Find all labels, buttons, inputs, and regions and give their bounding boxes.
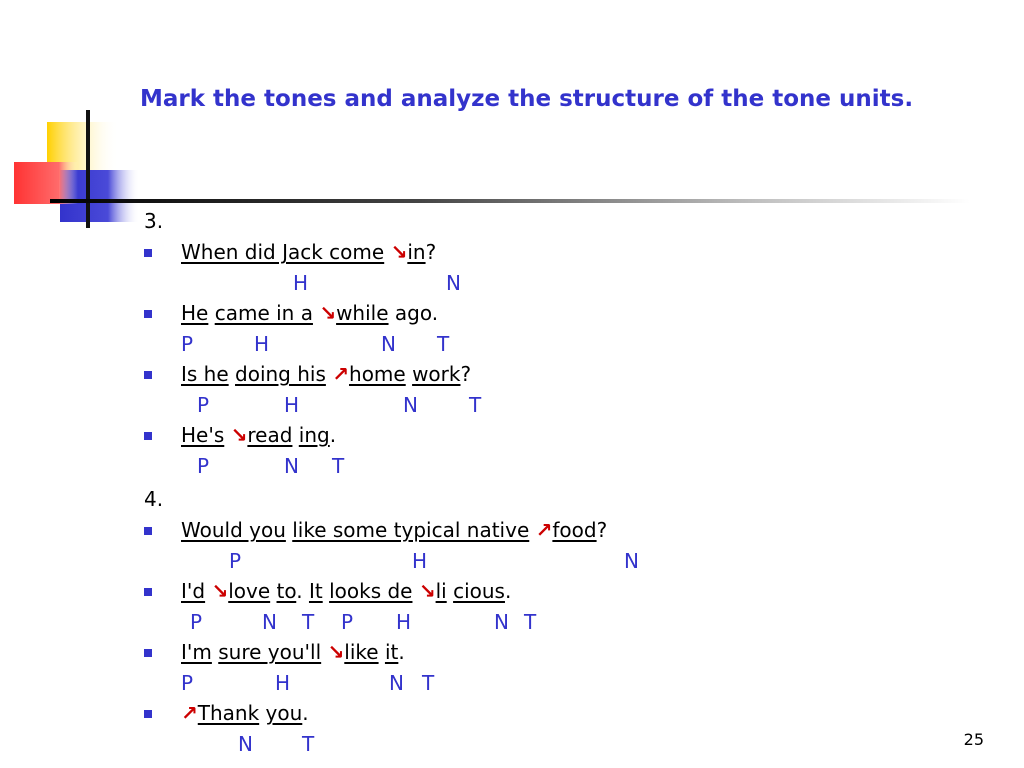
utterance-word: Thank [197,701,260,725]
utterance-line [181,237,436,267]
tone-unit-label: P [181,671,194,695]
tone-unit-label: H [254,332,270,356]
utterance-word: Would you [181,518,286,542]
tone-unit-label: T [524,610,537,634]
bullet-icon [144,649,152,657]
utterance-line [181,359,471,389]
tone-unit-label: H [412,549,428,573]
bullet-icon [144,588,152,596]
slide-title: Mark the tones and analyze the structure of the tone units. [140,86,914,112]
utterance-line [181,298,438,328]
utterance-word: while [336,301,389,325]
rising-tone-arrow-icon: ↗ [535,518,553,542]
falling-tone-arrow-icon: ↘ [390,240,408,264]
tone-unit-label: T [302,732,315,756]
utterance-word: it [384,640,399,664]
utterance-line [181,420,336,450]
tone-unit-label: T [422,671,435,695]
utterance-word: ing [298,423,330,447]
utterance-word: li [435,579,447,603]
tone-unit-label: P [190,610,203,634]
tone-unit-label: N [389,671,404,695]
utterance-word: cious [453,579,505,603]
tone-unit-label: H [284,393,300,417]
utterance-word: to [276,579,297,603]
tone-unit-label: P [197,454,210,478]
bullet-icon [144,310,152,318]
utterance-word: When did Jack come [181,240,385,264]
utterance-word: you [265,701,303,725]
falling-tone-arrow-icon: ↘ [327,640,345,664]
utterance-word: love [228,579,271,603]
bullet-icon [144,432,152,440]
bullet-icon [144,527,152,535]
utterance-word: doing his [235,362,326,386]
section-number: 3. [144,209,164,233]
rising-tone-arrow-icon: ↗ [181,701,198,725]
tone-unit-label: P [197,393,210,417]
red-square [14,162,78,204]
utterance-word: . [398,640,405,664]
utterance-word: work [412,362,461,386]
tone-unit-label: H [396,610,412,634]
bullet-icon [144,710,152,718]
utterance-word: read [247,423,293,447]
tone-unit-label: T [437,332,450,356]
falling-tone-arrow-icon: ↘ [230,423,248,447]
tone-unit-label: H [293,271,309,295]
utterance-word: home [349,362,406,386]
utterance-word: ? [425,240,437,264]
tone-unit-label: P [181,332,194,356]
utterance-word: . [296,579,309,603]
falling-tone-arrow-icon: ↘ [418,579,436,603]
utterance-word: like [344,640,379,664]
utterance-line [181,515,607,545]
tone-unit-label: T [469,393,482,417]
tone-unit-label: N [238,732,253,756]
tone-unit-label: N [624,549,639,573]
utterance-line [181,637,405,667]
utterance-line [181,576,511,606]
tone-unit-label: P [341,610,354,634]
tone-unit-label: H [275,671,291,695]
vertical-line [86,110,90,228]
utterance-word: . [302,701,309,725]
page-number: 25 [963,730,984,749]
falling-tone-arrow-icon: ↘ [319,301,337,325]
tone-unit-label: N [446,271,461,295]
tone-unit-label: P [229,549,242,573]
utterance-word: food [552,518,597,542]
utterance-word: It [308,579,323,603]
utterance-word: He's [181,423,225,447]
bullet-icon [144,371,152,379]
section-number: 4. [144,487,164,511]
utterance-line [181,698,309,728]
utterance-word: in [407,240,426,264]
tone-unit-label: N [381,332,396,356]
utterance-word: Is he [181,362,229,386]
utterance-word: came in a [214,301,313,325]
utterance-word: I'm [181,640,212,664]
tone-unit-label: T [302,610,315,634]
utterance-word: He [181,301,209,325]
utterance-word: . [504,579,512,603]
tone-unit-label: T [332,454,345,478]
utterance-word: I'd [181,579,206,603]
utterance-word: . [329,423,337,447]
rising-tone-arrow-icon: ↗ [332,362,350,386]
tone-unit-label: N [262,610,277,634]
tone-unit-label: N [403,393,418,417]
bullet-icon [144,249,152,257]
utterance-word: like some typical native [292,518,530,542]
falling-tone-arrow-icon: ↘ [211,579,229,603]
utterance-word: ago. [388,301,439,325]
utterance-word: ? [460,362,472,386]
utterance-word: sure you'll [218,640,322,664]
tone-unit-label: N [494,610,509,634]
corner-decoration [0,0,140,240]
utterance-word: looks de [329,579,413,603]
utterance-word: ? [596,518,608,542]
tone-unit-label: N [284,454,299,478]
title-divider [50,199,970,203]
